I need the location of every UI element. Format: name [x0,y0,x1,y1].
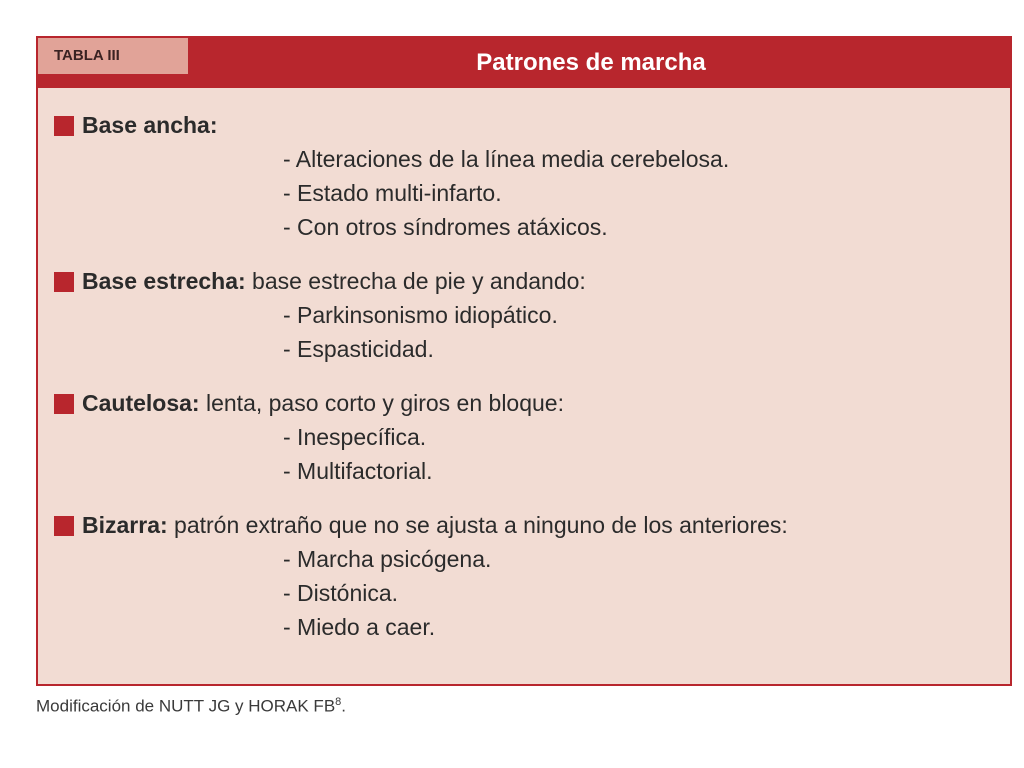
gait-pattern-bizarra [54,508,1000,644]
section-label: Cautelosa: [82,390,200,416]
table-header [38,38,1010,88]
list-item: - Con otros síndromes atáxicos. [283,214,608,240]
square-bullet-icon [54,116,74,136]
list-item: - Parkinsonismo idiopático. [283,302,558,328]
section-label: Bizarra: [82,512,168,538]
square-bullet-icon [54,394,74,414]
section-heading [54,108,1000,142]
section-heading [54,386,1000,420]
list-item: - Miedo a caer. [283,614,436,640]
list-item: - Estado multi-infarto. [283,180,502,206]
section-label: Base ancha: [82,112,218,138]
footnote-reference: 8 [335,696,342,708]
list-item: - Distónica. [283,580,399,606]
section-heading [54,508,1000,542]
list-item: - Marcha psicógena. [283,546,492,572]
section-heading [54,264,1000,298]
section-label: Base estrecha: [82,268,246,294]
table-content [54,108,1000,664]
item-list [54,298,1000,366]
gait-pattern-base-ancha [54,108,1000,244]
footnote-end: . [341,696,347,716]
gait-pattern-base-estrecha [54,264,1000,366]
square-bullet-icon [54,516,74,536]
footnote-text: Modificación de NUTT JG y HORAK FB [36,696,336,716]
table-title: Patrones de marcha [476,49,706,76]
list-item: - Alteraciones de la línea media cerebelosa. [283,146,730,172]
section-description: patrón extraño que no se ajusta a ninguno de los anteriores: [167,512,788,538]
source-footnote [36,696,346,717]
section-description: base estrecha de pie y andando: [245,268,586,294]
table-box [36,36,1012,686]
list-item: - Inespecífica. [283,424,427,450]
item-list [54,142,1000,244]
list-item: - Espasticidad. [283,336,434,362]
list-item: - Multifactorial. [283,458,433,484]
item-list [54,420,1000,488]
square-bullet-icon [54,272,74,292]
section-description: lenta, paso corto y giros en bloque: [199,390,564,416]
gait-pattern-cautelosa [54,386,1000,488]
table-number-tag: TABLA III [38,38,188,74]
item-list [54,542,1000,644]
